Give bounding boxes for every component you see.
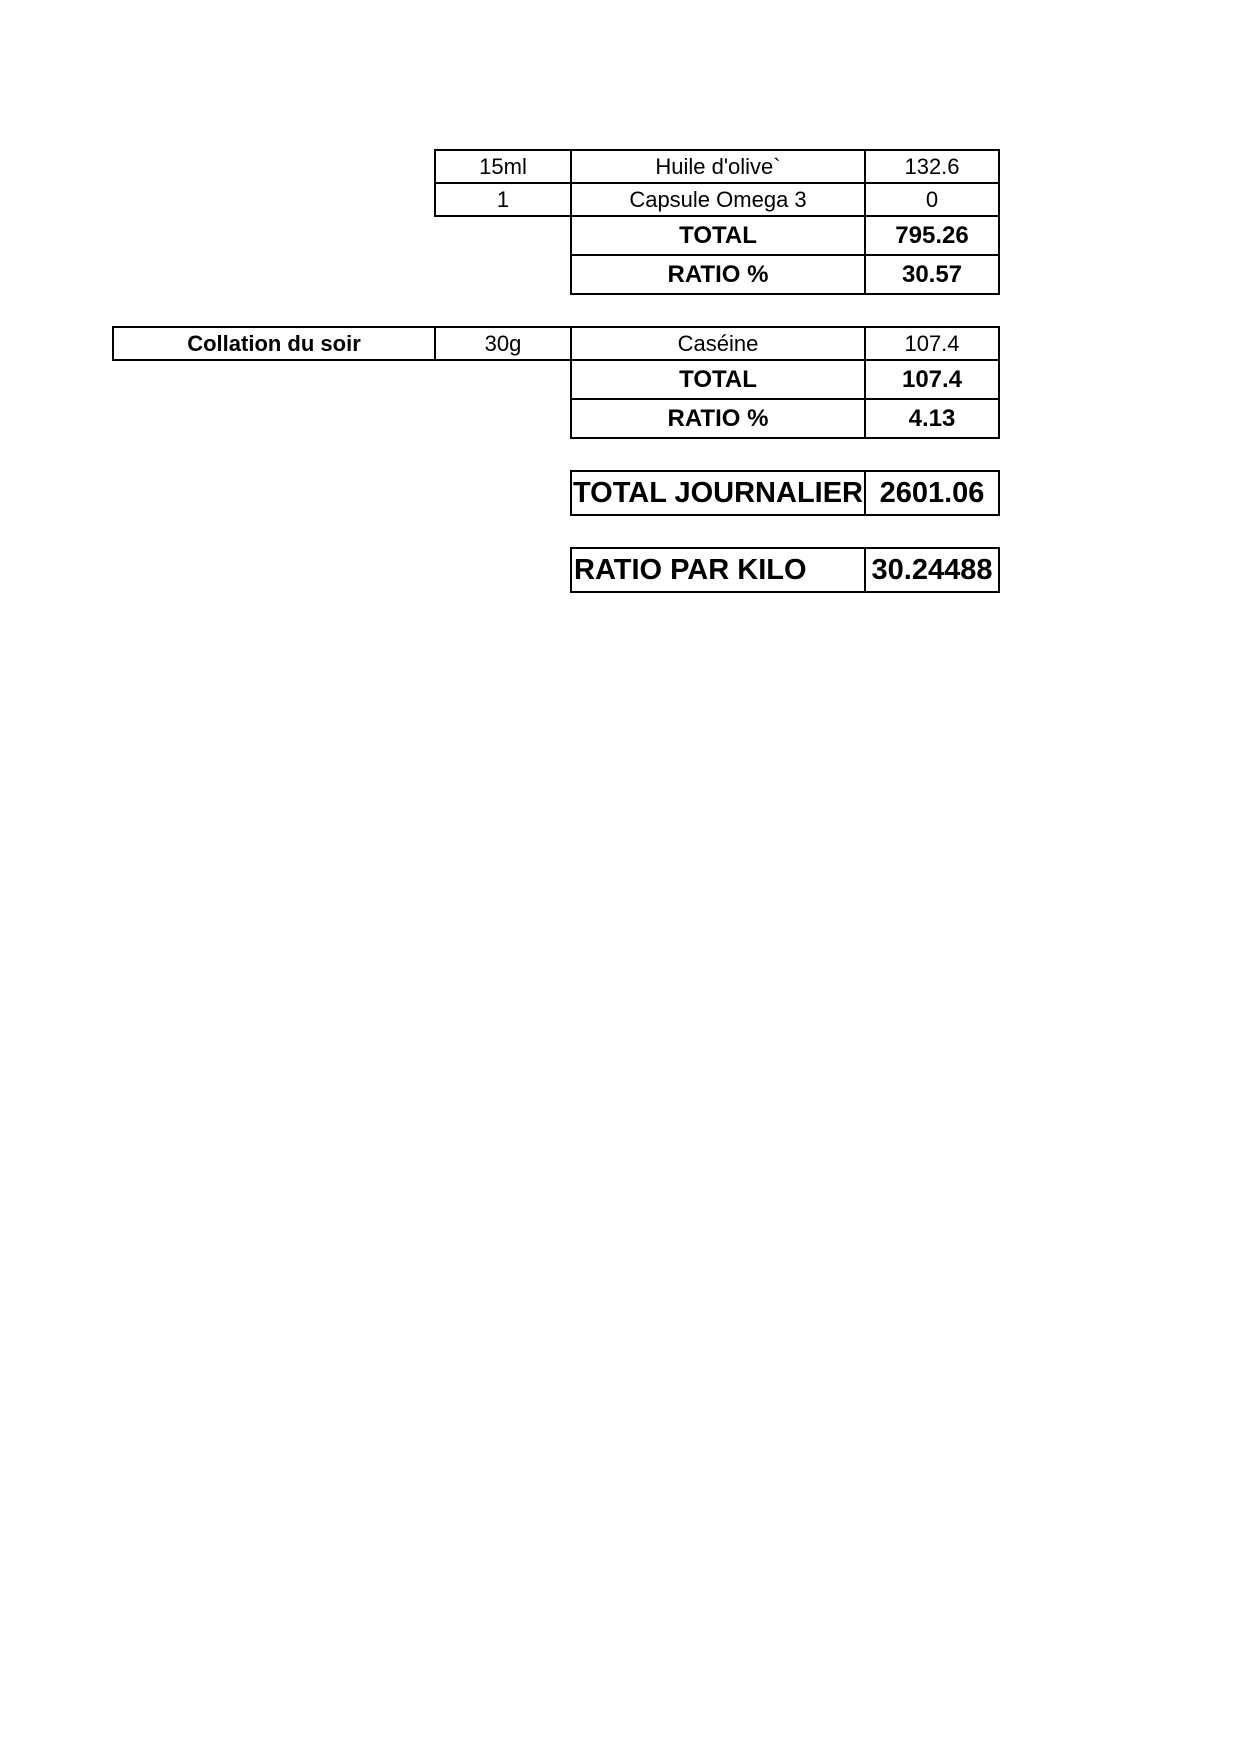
ratio-per-kilo-value: 30.24488 <box>864 547 1000 593</box>
item-cell: Huile d'olive` <box>570 149 866 184</box>
total-value: 107.4 <box>864 359 1000 400</box>
daily-total-label: TOTAL JOURNALIER <box>570 470 866 516</box>
qty-cell: 15ml <box>434 149 572 184</box>
daily-total-value: 2601.06 <box>864 470 1000 516</box>
total-value: 795.26 <box>864 215 1000 256</box>
value-cell: 107.4 <box>864 326 1000 361</box>
ratio-value: 4.13 <box>864 398 1000 439</box>
total-label: TOTAL <box>570 215 866 256</box>
meal-label: Collation du soir <box>112 326 436 361</box>
value-cell: 132.6 <box>864 149 1000 184</box>
ratio-per-kilo-label: RATIO PAR KILO <box>570 547 866 593</box>
qty-cell: 1 <box>434 182 572 217</box>
item-cell: Caséine <box>570 326 866 361</box>
value-cell: 0 <box>864 182 1000 217</box>
ratio-label: RATIO % <box>570 398 866 439</box>
qty-cell: 30g <box>434 326 572 361</box>
ratio-label: RATIO % <box>570 254 866 295</box>
total-label: TOTAL <box>570 359 866 400</box>
item-cell: Capsule Omega 3 <box>570 182 866 217</box>
ratio-value: 30.57 <box>864 254 1000 295</box>
